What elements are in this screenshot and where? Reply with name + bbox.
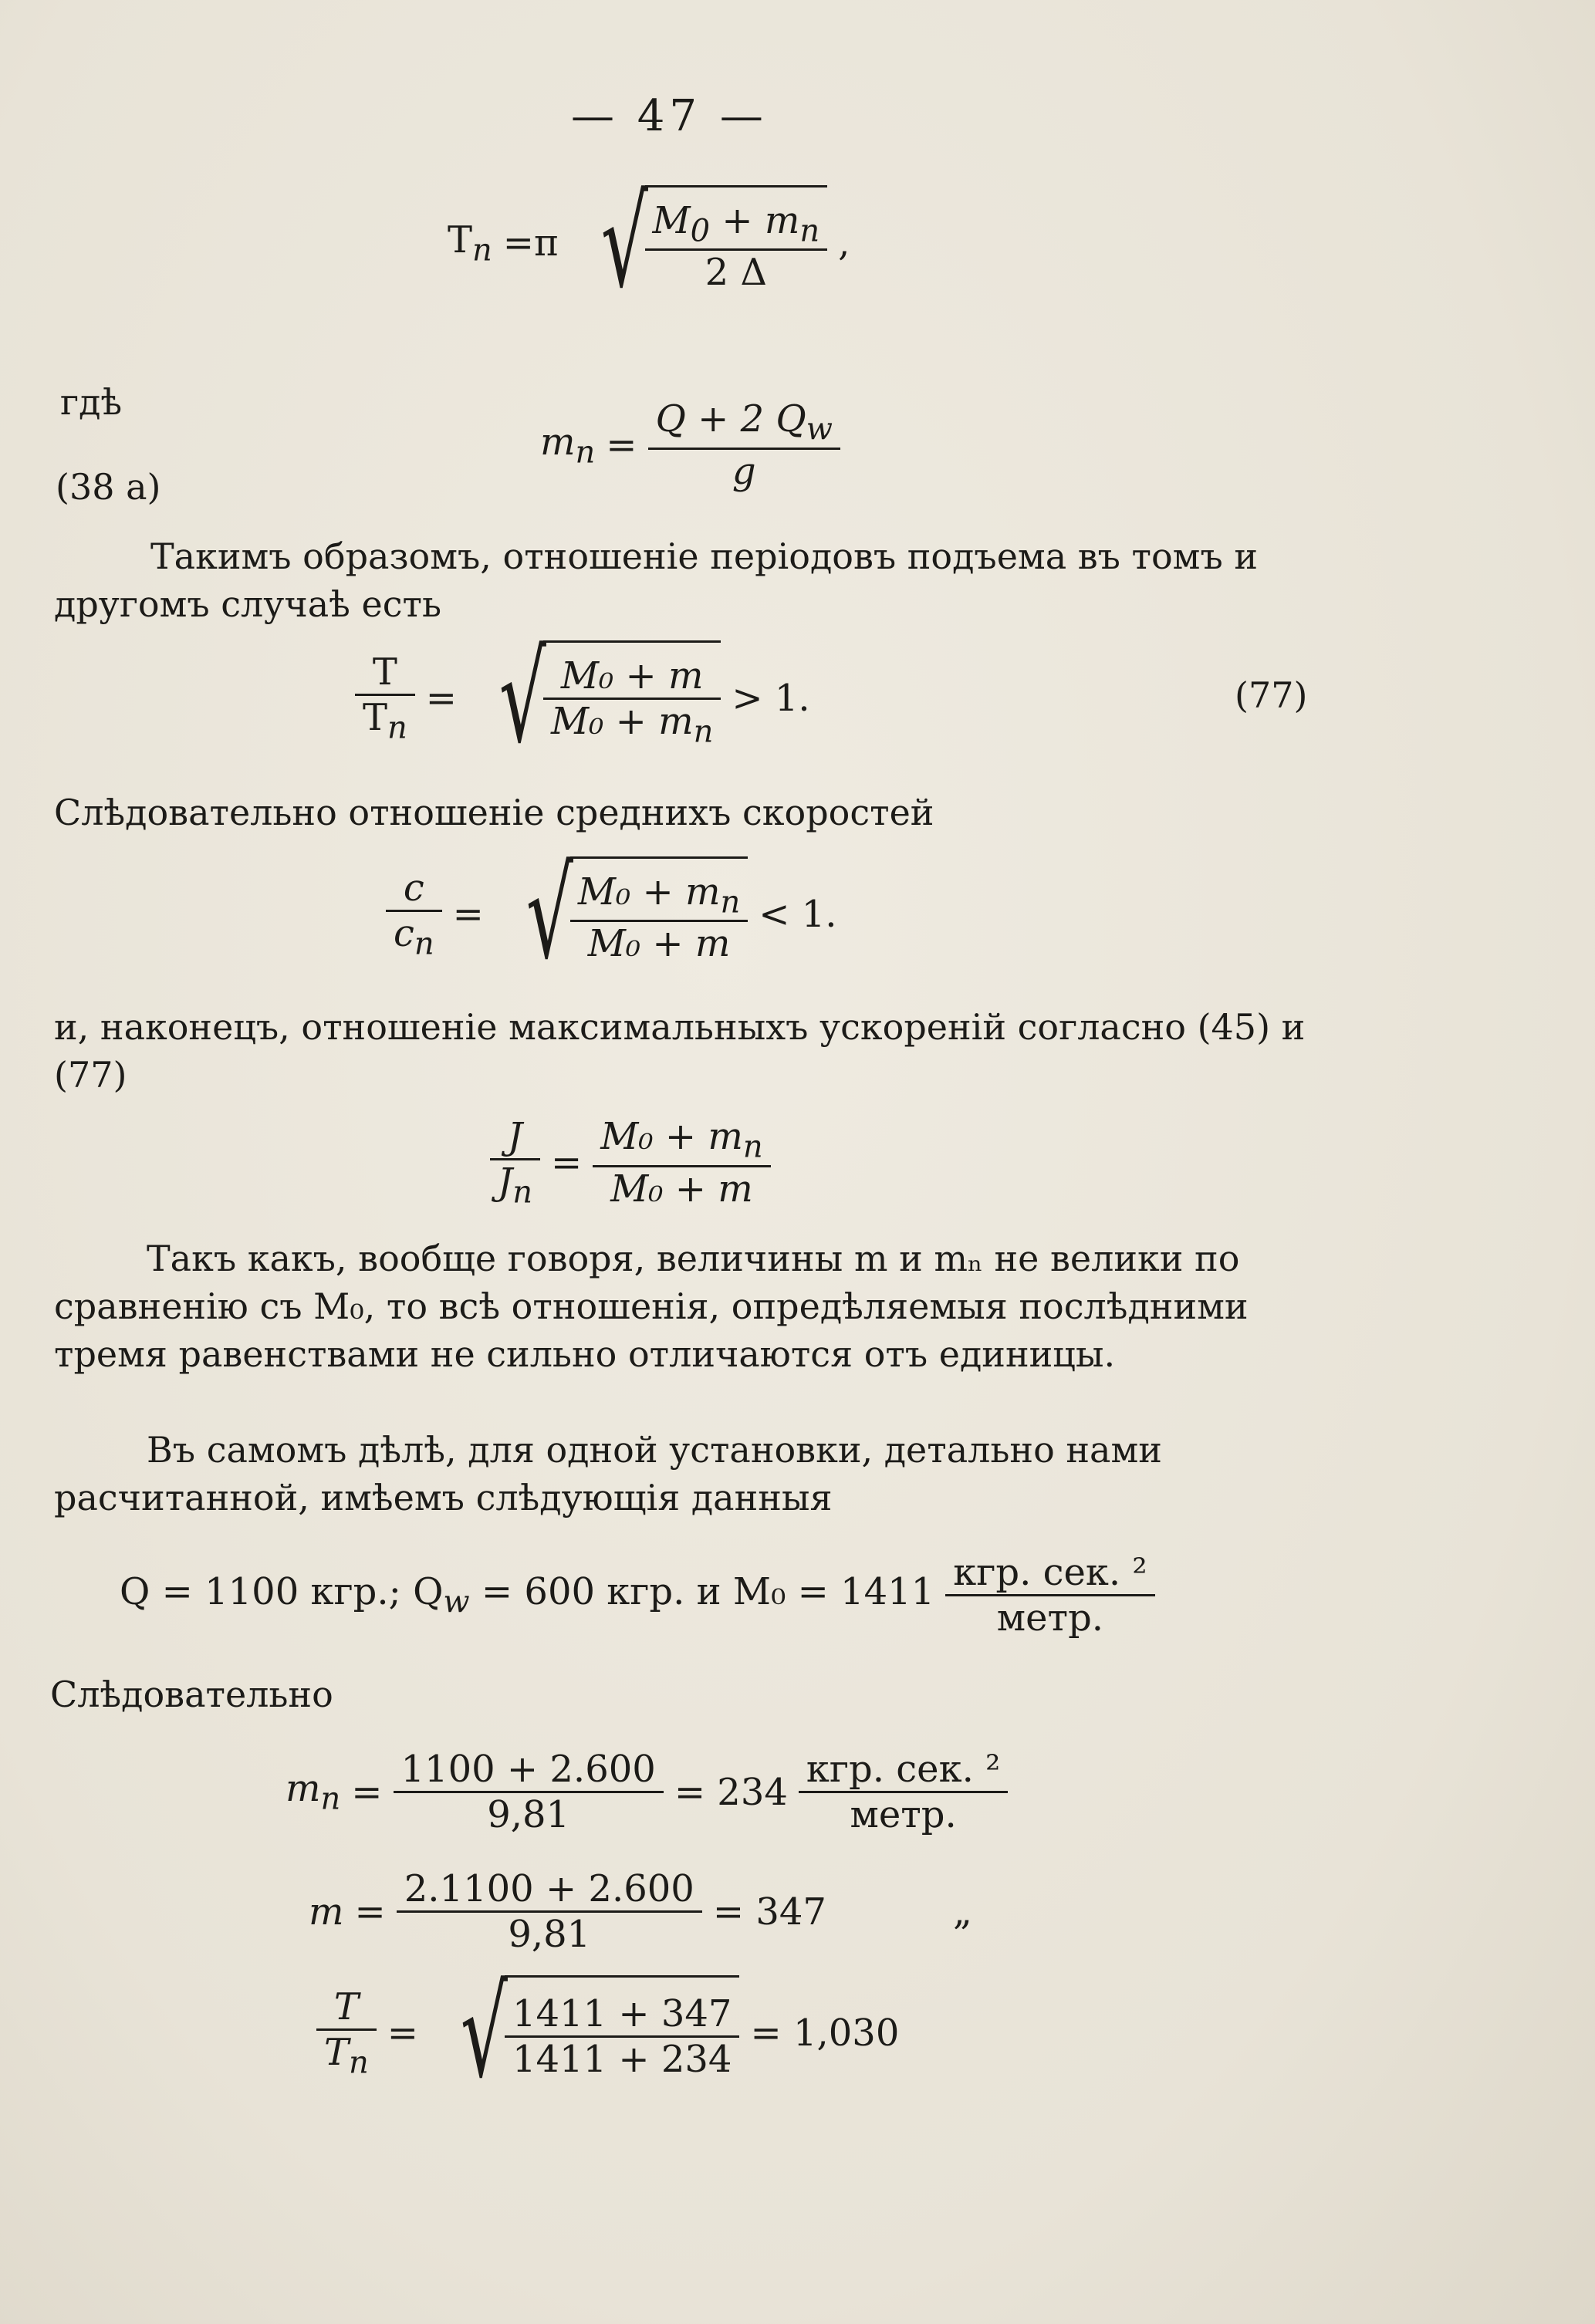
paragraph-1: Такимъ образомъ, отношеніе періодовъ подъема въ томъ и другомъ случаѣ есть: [54, 535, 1259, 625]
f1-radical: √ $\frac{M_0 + m_n}{2 \Delta}$: [569, 185, 828, 301]
formula-speeds: $\frac{c}{c_n}$ = √ $\frac{M_0 + m_n}{\text{M₀ + m}}$ < 1.: [386, 856, 837, 972]
formula-mn-numeric: $m_n$ = $\frac{1100 + 2.600}{9,81}$ = 234 $\frac{\text{кгр. сек. ²}}{\text{метр.}}$: [286, 1748, 1008, 1836]
f1-comma: ,: [838, 221, 850, 265]
word-sledovatelno: Слѣдовательно: [50, 1674, 333, 1715]
formula-77: $\frac{T}{T_n}$ = √ $\frac{\text{M₀ + m}}{M_0 + m_n}$ > 1.: [355, 640, 810, 756]
formula-given-data: Q = 1100 кгр.; $Q_w = 600$ кгр. и M₀ = 1411 $\frac{\text{кгр. сек. ²}}{\text{метр.}}$: [120, 1551, 1155, 1640]
paragraph-2: Слѣдовательно отношеніе среднихъ скоростей: [54, 792, 934, 833]
f1-lhs: $T_n$: [448, 218, 492, 269]
paragraph-3: и, наконецъ, отношеніе максимальныхъ ускореній согласно (45) и (77): [54, 1006, 1306, 1096]
formula-m-numeric: m = $\frac{2.1100 + 2.600}{9,81}$ = 347 „: [309, 1867, 972, 1956]
paragraph-5: Въ самомъ дѣлѣ, для одной установки, детально нами расчитанной, имѣемъ слѣдующія данныя: [54, 1429, 1162, 1518]
formula-ratio-numeric: $\frac{T}{T_n}$ = √ $\frac{1411 + 347}{1411 + 234}$ = 1,030: [316, 1975, 899, 2091]
word-gde: гдѣ: [60, 381, 123, 423]
formula-accelerations: $\frac{J}{J_n}$ = $\frac{M_0 + m_n}{\text{M₀ + m}}$: [490, 1115, 771, 1211]
equation-label-77: (77): [1235, 674, 1308, 716]
equation-label-38a: (38 а): [56, 466, 161, 508]
paragraph-4: Такъ какъ, вообще говоря, величины m и mₙ не велики по сравненію съ M₀, то всѣ отношенія, опредѣляемыя послѣдними тремя равенствами не сильно отличаются отъ единицы.: [54, 1238, 1249, 1375]
f1-eq: =π: [502, 221, 559, 265]
formula-period-n: [448, 171, 850, 315]
formula-mn: $m_n$ = $\frac{Q + 2 Q_w}{g}$: [540, 397, 840, 493]
page-number: — 47 —: [571, 91, 768, 141]
